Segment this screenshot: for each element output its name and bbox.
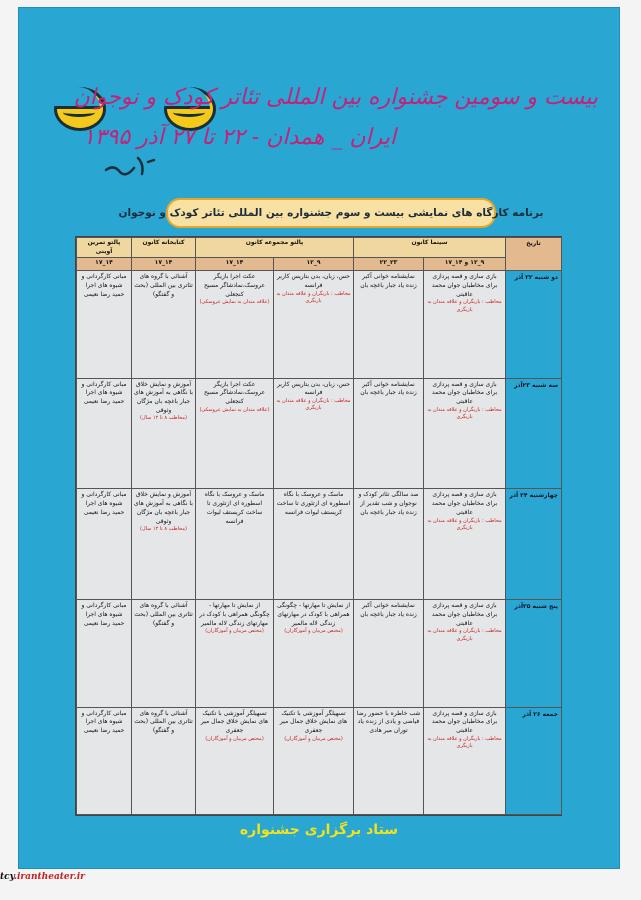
- day-cell: پنج شنبه ۲۵آذر: [506, 600, 562, 707]
- workshop-cell: بازی سازی و قصه پردازی برای مخاطبان جوان محمد عاقبتی مخاطب : بازیگران و علاقه مندان به بازیگری: [424, 707, 506, 814]
- hour-header: ۱۴_۱۷: [132, 258, 196, 271]
- workshop-cell: مبانی کارگردانی و شیوه های اجرا حمید رضا نعیمی: [77, 707, 132, 814]
- poster: [18, 7, 620, 869]
- workshop-cell: آشنائی با گروه های تئاتری بین المللی (بحث و گفتگو): [132, 707, 196, 814]
- table-row: [77, 378, 562, 489]
- table-row: [77, 707, 562, 814]
- workshop-cell: حس، زبان، بدن بتاریس کاربر فرانسه مخاطب : بازیگران و علاقه مندان به بازیگری: [274, 271, 354, 378]
- hour-header: ۹_۱۲: [274, 258, 354, 271]
- hour-header: ۹_۱۲ و ۱۴_۱۷: [424, 258, 506, 271]
- workshop-cell: بازی سازی و قصه پردازی برای مخاطبان جوان محمد عاقبتی مخاطب : بازیگران و علاقه مندان به بازیگری: [424, 489, 506, 600]
- workshop-cell: آشنائی با گروه های تئاتری بین المللی (بحث و گفتگو): [132, 271, 196, 378]
- workshop-cell: شب خاطره با حضور رضا فیاضی و یادی از زنده یاد توران میر هادی: [354, 707, 424, 814]
- date-column-header: تاریخ: [506, 238, 562, 271]
- table-row: [77, 600, 562, 707]
- workshop-cell: عکث اجرا بازیگر عروسک،نمادشاگر مسیح کنجعلی (علاقه مندان به نمایش عروسکی): [196, 378, 274, 489]
- group-header-collection: پالتو مجموعه کانون: [196, 238, 354, 258]
- website-watermark: tcy.irantheater.ir: [0, 872, 85, 882]
- workshop-cell: صد سالگی تئاتر کودک و نوجوان و شب تقدیر از زنده یاد جبار باغچه بان: [354, 489, 424, 600]
- table-row: [77, 489, 562, 600]
- workshop-cell: آموزش و نمایش خلاق با نگاهی به آموزش های جبار باغچه بان مژگان وثوقی (مخاطب ۸ تا ۱۲ سال): [132, 378, 196, 489]
- festival-dates: ایران _ همدان - ۲۲ تا ۲۷ آذر ۱۳۹۵: [82, 125, 396, 150]
- organizer-signature: ستاد برگزاری جشنواره: [239, 822, 399, 838]
- day-cell: دو شنبه ۲۲ آذر: [506, 271, 562, 378]
- workshop-cell: بازی سازی و قصه پردازی برای مخاطبان جوان محمد عاقبتی مخاطب : بازیگران و علاقه مندان به بازیگری: [424, 378, 506, 489]
- day-cell: چهارشنبه ۲۴ آذر: [506, 489, 562, 600]
- workshop-cell: از نمایش تا مهارتها - چگونگی همراهی با کودک در مهارتهای زندگی لاله مالمیر (مختص مربیان و آموزگاران): [196, 600, 274, 707]
- workshop-cell: نمایشنامه خوانی آکبر زنده یاد جبار باغچه بان: [354, 378, 424, 489]
- workshop-cell: تسهیلگر آموزشی با تکنیک های نمایش خلاق جمال میر جعفری (مختص مربیان و آموزگاران): [196, 707, 274, 814]
- workshop-cell: عکث اجرا بازیگر عروسک،نمادشاگر مسیح کنجعلی (علاقه مندان به نمایش عروسکی): [196, 271, 274, 378]
- workshop-cell: بازی سازی و قصه پردازی برای مخاطبان جوان محمد عاقبتی مخاطب : بازیگران و علاقه مندان به بازیگری: [424, 600, 506, 707]
- workshop-cell: مبانی کارگردانی و شیوه های اجرا حمید رضا نعیمی: [77, 600, 132, 707]
- festival-title: بیست و سومین جشنواره بین المللی تئاتر کودک و نوجوان: [73, 85, 598, 110]
- day-cell: جمعه ۲۶ آذر: [506, 707, 562, 814]
- day-cell: سه شنبه ۲۳آذر: [506, 378, 562, 489]
- nose-icon: [104, 152, 164, 182]
- workshop-cell: حس، زبان، بدن بتاریس کاربر فرانسه مخاطب : بازیگران و علاقه مندان به بازیگری: [274, 378, 354, 489]
- schedule-table: [75, 236, 562, 816]
- workshop-cell: ماسک و عروسک با نگاه اسطوره ای ازتئوری تا ساخت کریستف لیوات فرانسه: [274, 489, 354, 600]
- workshop-cell: نمایشنامه خوانی آکبر زنده یاد جبار باغچه بان: [354, 600, 424, 707]
- group-header-library: کتابخانه کانون: [132, 238, 196, 258]
- workshop-cell: مبانی کارگردانی و شیوه های اجرا حمید رضا نعیمی: [77, 489, 132, 600]
- workshop-cell: ماسک و عروسک با نگاه اسطوره ای ازتئوری تا ساخت کریستف لیوات فرانسه: [196, 489, 274, 600]
- workshop-cell: از نمایش تا مهارتها - چگونگی همراهی با کودک در مهارتهای زندگی لاله مالمیر (مختص مربیان و آموزگاران): [274, 600, 354, 707]
- workshop-cell: مبانی کارگردانی و شیوه های اجرا حمید رضا نعیمی: [77, 378, 132, 489]
- group-header-avini: پالتو تمرین آوینی: [77, 238, 132, 258]
- schedule-banner: برنامه کارگاه های نمایشی بیست و سوم جشنواره بین المللی تئاتر کودک و نوجوان: [166, 198, 496, 228]
- workshop-cell: نمایشنامه خوانی آکبر زنده یاد جبار باغچه بان: [354, 271, 424, 378]
- table-row: [77, 271, 562, 378]
- hour-header: ۱۴_۱۷: [77, 258, 132, 271]
- workshop-cell: آموزش و نمایش خلاق با نگاهی به آموزش های جبار باغچه بان مژگان وثوقی (مخاطب ۸ تا ۱۲ سال): [132, 489, 196, 600]
- hour-header: ۱۴_۱۷: [196, 258, 274, 271]
- workshop-cell: مبانی کارگردانی و شیوه های اجرا حمید رضا نعیمی: [77, 271, 132, 378]
- workshop-cell: تسهیلگر آموزشی با تکنیک های نمایش خلاق جمال میر جعفری (مختص مربیان و آموزگاران): [274, 707, 354, 814]
- group-header-cinema: سینما کانون: [354, 238, 506, 258]
- hour-header: ۲۳_۲۲: [354, 258, 424, 271]
- workshop-cell: آشنائی با گروه های تئاتری بین المللی (بحث و گفتگو): [132, 600, 196, 707]
- workshop-cell: بازی سازی و قصه پردازی برای مخاطبان جوان محمد عاقبتی مخاطب : بازیگران و علاقه مندان به بازیگری: [424, 271, 506, 378]
